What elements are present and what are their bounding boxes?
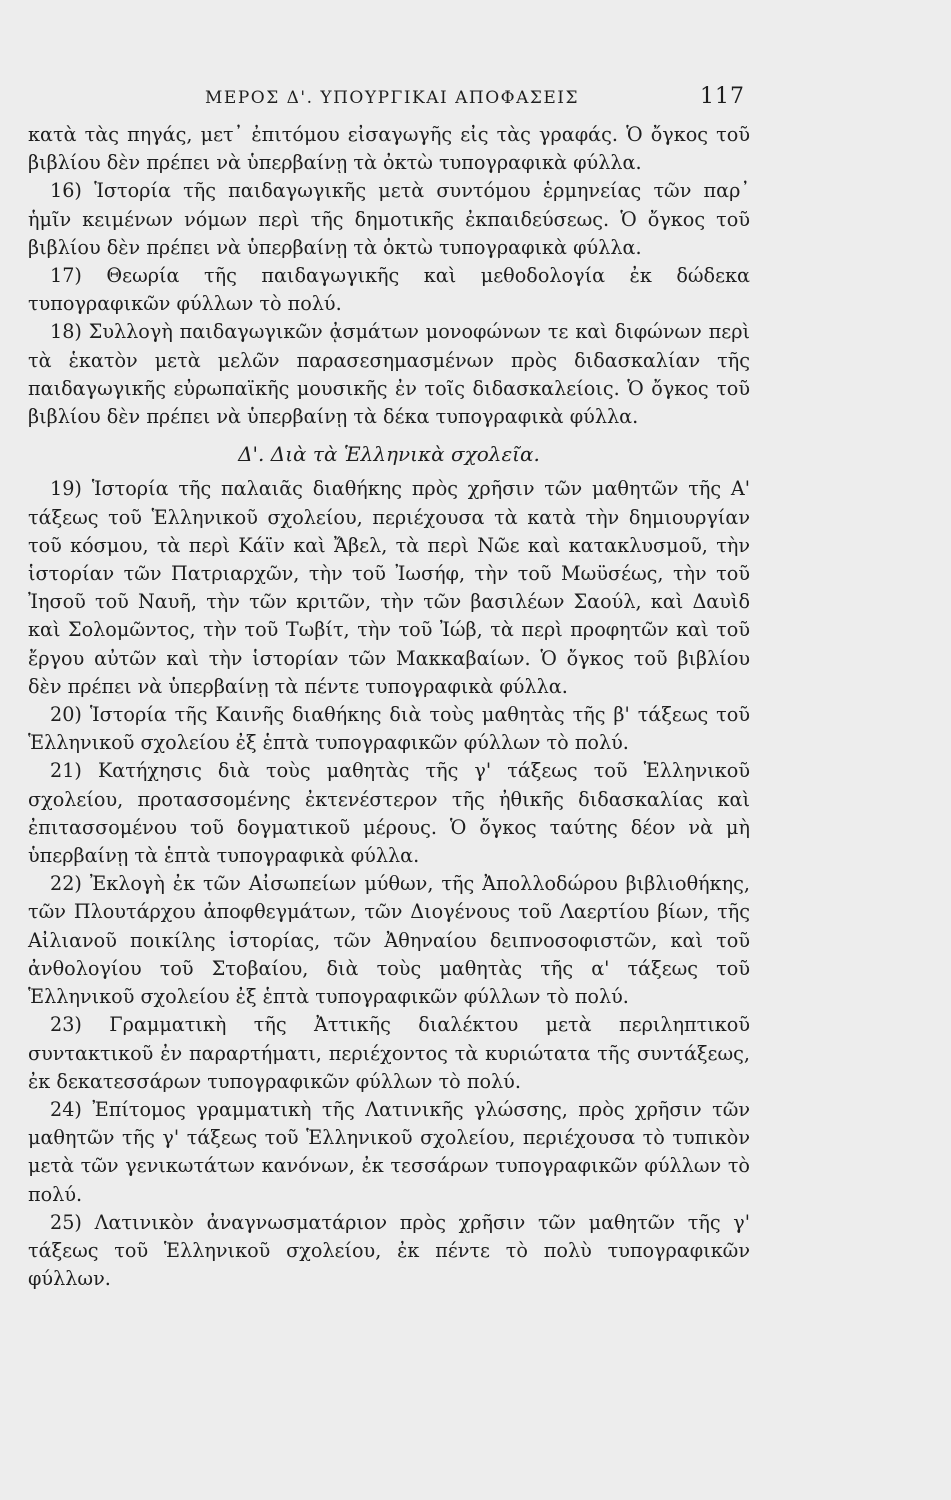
paragraph-continued: κατὰ τὰς πηγάς, μετ᾽ ἐπιτόμου εἰσαγωγῆς εἰς τὰς γραφάς. Ὁ ὄγκος τοῦ βιβλίου δὲν πρέπει νὰ ὑπερβαίνῃ τὰ ὀκτὼ τυπογραφικὰ φύλλα. — [28, 123, 750, 175]
paragraph-24: 24) Ἐπίτομος γραμματικὴ τῆς Λατινικῆς γλώσσης, πρὸς χρῆσιν τῶν μαθητῶν τῆς γ' τάξεως τοῦ Ἑλληνικοῦ σχολείου, περιέχουσα τὸ τυπικὸν μετὰ τῶν γενικωτάτων κανόνων, ἐκ τεσσάρων τυπογραφικῶν φύλλων τὸ πολύ. — [28, 1097, 750, 1206]
paragraph-22: 22) Ἐκλογὴ ἐκ τῶν Αἰσωπείων μύθων, τῆς Ἀπολλοδώρου βιβλιοθήκης, τῶν Πλουτάρχου ἀποφθεγμάτων, τῶν Διογένους τοῦ Λαερτίου βίων, τῆς Αἰλιανοῦ ποικίλης ἱστορίας, τῶν Ἀθηναίου δειπνοσοφιστῶν, καὶ τοῦ ἀνθολογίου τοῦ Στοβαίου, διὰ τοὺς μαθητὰς τῆς α' τάξεως τοῦ Ἑλληνικοῦ σχολείου ἐξ ἑπτὰ τυπογραφικῶν φύλλων τὸ πολύ. — [28, 872, 750, 1009]
page-header — [0, 84, 951, 114]
paragraph-25: 25) Λατινικὸν ἀναγνωσματάριον πρὸς χρῆσιν τῶν μαθητῶν τῆς γ' τάξεως τοῦ Ἑλληνικοῦ σχολείου, ἐκ πέντε τὸ πολὺ τυπογραφικῶν φύλλων. — [28, 1210, 750, 1291]
paragraph-16: 16) Ἱστορία τῆς παιδαγωγικῆς μετὰ συντόμου ἑρμηνείας τῶν παρ᾽ ἡμῖν κειμένων νόμων περὶ τῆς δημοτικῆς ἐκπαιδεύσεως. Ὁ ὄγκος τοῦ βιβλίου δὲν πρέπει νὰ ὑπερβαίνῃ τὰ ὀκτὼ τυπογραφικὰ φύλλα. — [28, 179, 750, 259]
running-title: ΜΕΡΟΣ Δ'. ΥΠΟΥΡΓΙΚΑΙ ΑΠΟΦΑΣΕΙΣ — [205, 88, 580, 108]
paragraph-21: 21) Κατήχησις διὰ τοὺς μαθητὰς τῆς γ' τάξεως τοῦ Ἑλληνικοῦ σχολείου, προτασσομένης ἐκτενέστερον τῆς ἠθικῆς διδασκαλίας καὶ ἐπιτασσομένου τοῦ δογματικοῦ μέρους. Ὁ ὄγκος ταύτης δέον νὰ μὴ ὑπερβαίνῃ τὰ ἑπτὰ τυπογραφικὰ φύλλα. — [28, 759, 750, 868]
page-number: 117 — [700, 84, 745, 109]
page-body — [28, 121, 750, 1293]
paragraph-18: 18) Συλλογὴ παιδαγωγικῶν ᾀσμάτων μονοφώνων τε καὶ διφώνων περὶ τὰ ἑκατὸν μετὰ μελῶν παρασεσημασμένων πρὸς διδασκαλίαν τῆς παιδαγωγικῆς εὐρωπαϊκῆς μουσικῆς ἐν τοῖς διδασκαλείοις. Ὁ ὄγκος τοῦ βιβλίου δὲν πρέπει νὰ ὑπερβαίνῃ τὰ δέκα τυπογραφικὰ φύλλα. — [28, 320, 750, 429]
paragraph-23: 23) Γραμματικὴ τῆς Ἀττικῆς διαλέκτου μετὰ περιληπτικοῦ συντακτικοῦ ἐν παραρτήματι, περιέχοντος τὰ κυριώτατα τῆς συντάξεως, ἐκ δεκατεσσάρων τυπογραφικῶν φύλλων τὸ πολύ. — [28, 1013, 750, 1093]
section-heading: Δ'. Διὰ τὰ Ἑλληνικὰ σχολεῖα. — [238, 442, 540, 467]
paragraph-20: 20) Ἱστορία τῆς Καινῆς διαθήκης διὰ τοὺς μαθητὰς τῆς β' τάξεως τοῦ Ἑλληνικοῦ σχολείου ἐξ ἑπτὰ τυπογραφικῶν φύλλων τὸ πολύ. — [28, 703, 750, 755]
paragraph-17: 17) Θεωρία τῆς παιδαγωγικῆς καὶ μεθοδολογία ἐκ δώδεκα τυπογραφικῶν φύλλων τὸ πολύ. — [28, 264, 750, 316]
paragraph-19: 19) Ἱστορία τῆς παλαιᾶς διαθήκης πρὸς χρῆσιν τῶν μαθητῶν τῆς Α' τάξεως τοῦ Ἑλληνικοῦ σχολείου, περιέχουσα τὰ κατὰ τὴν δημιουργίαν τοῦ κόσμου, τὰ περὶ Κάϊν καὶ Ἄβελ, τὰ περὶ Νῶε καὶ κατακλυσμοῦ, τὴν ἱστορίαν τῶν Πατριαρχῶν, τὴν τοῦ Ἰωσήφ, τὴν τοῦ Μωϋσέως, τὴν τοῦ Ἰησοῦ τοῦ Ναυῆ, τὴν τῶν κριτῶν, τὴν τῶν βασιλέων Σαούλ, καὶ Δαυὶδ καὶ Σολομῶντος, τὴν τοῦ Τωβίτ, τὴν τοῦ Ἰώβ, τὰ περὶ προφητῶν καὶ τοῦ ἔργου αὐτῶν καὶ τὴν ἱστορίαν τῶν Μακκαβαίων. Ὁ ὄγκος τοῦ βιβλίου δὲν πρέπει νὰ ὑπερβαίνῃ τὰ πέντε τυπογραφικὰ φύλλα. — [28, 477, 750, 698]
